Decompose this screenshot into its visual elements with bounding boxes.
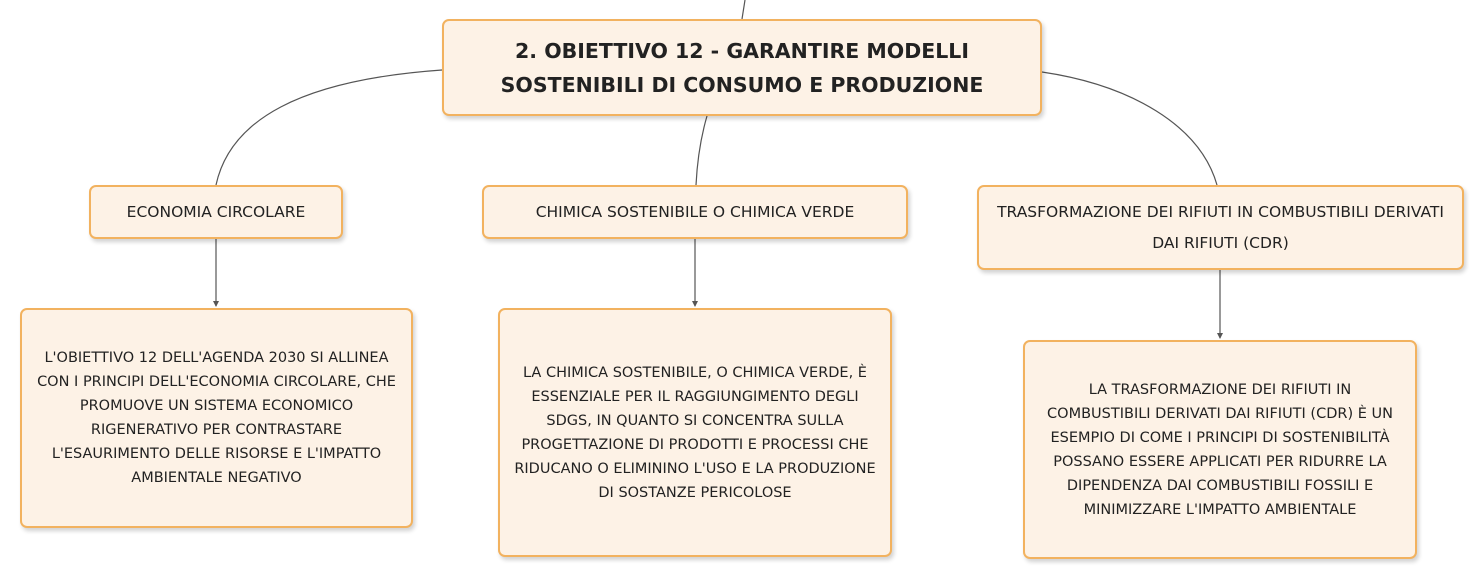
topic-node-trasformazione-rifiuti[interactable] bbox=[977, 185, 1464, 270]
detail-text: L'OBIETTIVO 12 DELL'AGENDA 2030 SI ALLINEA CON I PRINCIPI DELL'ECONOMIA CIRCOLARE, CHE PROMUOVE UN SISTEMA ECONOMICO RIGENERATIVO PER CONTRASTARE L'ESAURIMENTO DELLE RISORSE E L'IMPATTO AMBIENTALE NEGATIVO bbox=[37, 350, 396, 486]
parent-connector bbox=[742, 0, 745, 19]
topic-node-chimica-sostenibile[interactable] bbox=[482, 185, 908, 239]
topic-label: TRASFORMAZIONE DEI RIFIUTI IN COMBUSTIBILI DERIVATI DAI RIFIUTI (CDR) bbox=[997, 202, 1444, 252]
connector-root-to-topic-1 bbox=[216, 70, 442, 185]
detail-node-trasformazione-rifiuti[interactable] bbox=[1023, 340, 1417, 559]
detail-text: LA CHIMICA SOSTENIBILE, O CHIMICA VERDE, È ESSENZIALE PER IL RAGGIUNGIMENTO DEGLI SDGS, IN QUANTO SI CONCENTRA SULLA PROGETTAZIONE DI PRODOTTI E PROCESSI CHE RIDUCANO O ELIMININO L'USO E LA PRODUZIONE DI SOSTANZE PERICOLOSE bbox=[514, 364, 876, 501]
topic-label: ECONOMIA CIRCOLARE bbox=[126, 202, 306, 221]
connector-root-to-topic-3 bbox=[1042, 72, 1217, 185]
connector-root-to-topic-2 bbox=[696, 116, 707, 185]
detail-text: LA TRASFORMAZIONE DEI RIFIUTI IN COMBUSTIBILI DERIVATI DAI RIFIUTI (CDR) È UN ESEMPIO DI COME I PRINCIPI DI SOSTENIBILITÀ POSSANO ESSERE APPLICATI PER RIDURRE LA DIPENDENZA DAI COMBUSTIBILI FOSSILI E MINIMIZZARE L'IMPATTO AMBIENTALE bbox=[1047, 381, 1393, 518]
central-topic-label: 2. OBIETTIVO 12 - GARANTIRE MODELLI SOSTENIBILI DI CONSUMO E PRODUZIONE bbox=[500, 38, 984, 97]
central-topic-node[interactable] bbox=[442, 19, 1042, 116]
detail-node-economia-circolare[interactable] bbox=[20, 308, 413, 528]
topic-label: CHIMICA SOSTENIBILE O CHIMICA VERDE bbox=[535, 202, 855, 221]
detail-node-chimica-sostenibile[interactable] bbox=[498, 308, 892, 557]
topic-node-economia-circolare[interactable] bbox=[89, 185, 343, 239]
